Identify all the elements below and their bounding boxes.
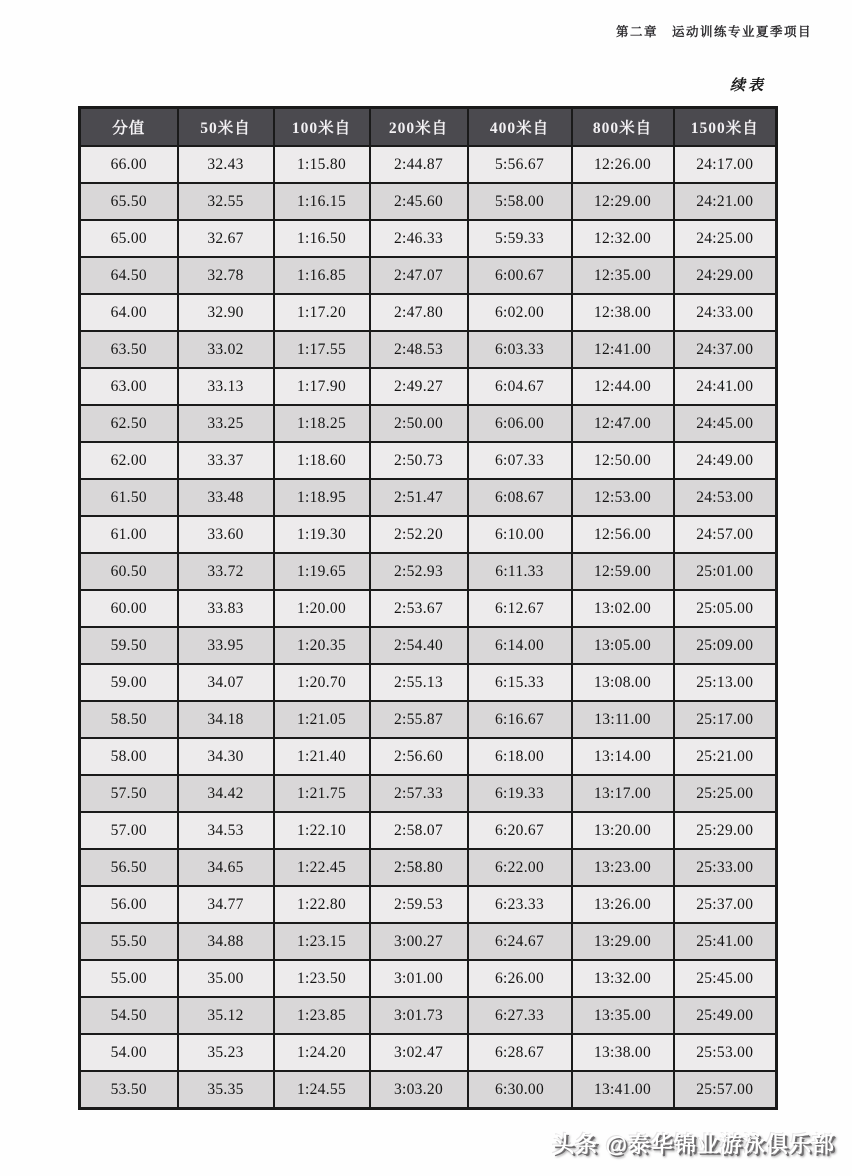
time-cell: 13:32.00 [572,960,674,997]
time-cell: 33.60 [178,516,274,553]
table-row [80,849,777,886]
time-cell: 2:46.33 [370,220,468,257]
column-header-2: 100米自 [274,108,370,147]
score-value-cell: 65.50 [80,183,178,220]
time-cell: 6:02.00 [468,294,572,331]
time-cell: 3:00.27 [370,923,468,960]
time-cell: 34.77 [178,886,274,923]
time-cell: 34.65 [178,849,274,886]
time-cell: 1:17.90 [274,368,370,405]
time-cell: 1:23.15 [274,923,370,960]
table-row [80,146,777,183]
time-cell: 6:20.67 [468,812,572,849]
time-cell: 13:05.00 [572,627,674,664]
time-cell: 1:16.15 [274,183,370,220]
swimming-score-table [78,106,778,1110]
score-value-cell: 60.50 [80,553,178,590]
table-row [80,738,777,775]
score-value-cell: 56.50 [80,849,178,886]
time-cell: 12:59.00 [572,553,674,590]
time-cell: 32.43 [178,146,274,183]
time-cell: 1:21.05 [274,701,370,738]
time-cell: 33.48 [178,479,274,516]
time-cell: 12:41.00 [572,331,674,368]
time-cell: 6:11.33 [468,553,572,590]
time-cell: 6:12.67 [468,590,572,627]
score-value-cell: 54.00 [80,1034,178,1071]
score-value-cell: 58.00 [80,738,178,775]
time-cell: 35.35 [178,1071,274,1109]
time-cell: 1:19.65 [274,553,370,590]
time-cell: 1:20.00 [274,590,370,627]
time-cell: 5:58.00 [468,183,572,220]
time-cell: 3:01.73 [370,997,468,1034]
time-cell: 12:44.00 [572,368,674,405]
score-value-cell: 64.50 [80,257,178,294]
table-header-row [80,108,777,147]
score-value-cell: 58.50 [80,701,178,738]
time-cell: 25:49.00 [674,997,777,1034]
time-cell: 1:17.20 [274,294,370,331]
time-cell: 13:11.00 [572,701,674,738]
time-cell: 34.53 [178,812,274,849]
time-cell: 1:22.80 [274,886,370,923]
table-row [80,405,777,442]
time-cell: 25:13.00 [674,664,777,701]
time-cell: 2:49.27 [370,368,468,405]
score-value-cell: 63.00 [80,368,178,405]
score-value-cell: 66.00 [80,146,178,183]
time-cell: 24:29.00 [674,257,777,294]
time-cell: 1:24.20 [274,1034,370,1071]
time-cell: 5:56.67 [468,146,572,183]
time-cell: 24:45.00 [674,405,777,442]
time-cell: 1:21.75 [274,775,370,812]
column-header-3: 200米自 [370,108,468,147]
table-row [80,812,777,849]
time-cell: 25:17.00 [674,701,777,738]
time-cell: 2:47.80 [370,294,468,331]
time-cell: 2:47.07 [370,257,468,294]
time-cell: 6:08.67 [468,479,572,516]
time-cell: 12:38.00 [572,294,674,331]
time-cell: 13:17.00 [572,775,674,812]
score-value-cell: 55.50 [80,923,178,960]
time-cell: 6:24.67 [468,923,572,960]
column-header-6: 1500米自 [674,108,777,147]
time-cell: 6:19.33 [468,775,572,812]
watermark: 头条 @泰华锦业游泳俱乐部 [552,1132,835,1157]
time-cell: 3:01.00 [370,960,468,997]
table-row [80,886,777,923]
table-row [80,590,777,627]
time-cell: 25:53.00 [674,1034,777,1071]
time-cell: 6:10.00 [468,516,572,553]
time-cell: 6:14.00 [468,627,572,664]
time-cell: 6:26.00 [468,960,572,997]
time-cell: 12:47.00 [572,405,674,442]
table-row [80,368,777,405]
time-cell: 25:41.00 [674,923,777,960]
time-cell: 1:15.80 [274,146,370,183]
time-cell: 13:02.00 [572,590,674,627]
time-cell: 12:50.00 [572,442,674,479]
time-cell: 2:45.60 [370,183,468,220]
score-value-cell: 61.00 [80,516,178,553]
time-cell: 33.72 [178,553,274,590]
time-cell: 25:05.00 [674,590,777,627]
time-cell: 6:03.33 [468,331,572,368]
time-cell: 34.07 [178,664,274,701]
time-cell: 24:41.00 [674,368,777,405]
table-row [80,442,777,479]
score-value-cell: 64.00 [80,294,178,331]
score-value-cell: 65.00 [80,220,178,257]
time-cell: 1:22.45 [274,849,370,886]
time-cell: 6:15.33 [468,664,572,701]
table-row [80,257,777,294]
time-cell: 33.95 [178,627,274,664]
time-cell: 34.42 [178,775,274,812]
time-cell: 24:17.00 [674,146,777,183]
time-cell: 3:03.20 [370,1071,468,1109]
time-cell: 6:07.33 [468,442,572,479]
time-cell: 1:20.70 [274,664,370,701]
time-cell: 2:57.33 [370,775,468,812]
time-cell: 13:38.00 [572,1034,674,1071]
time-cell: 6:27.33 [468,997,572,1034]
column-header-0: 分值 [80,108,178,147]
score-value-cell: 60.00 [80,590,178,627]
time-cell: 2:50.00 [370,405,468,442]
time-cell: 12:32.00 [572,220,674,257]
time-cell: 6:23.33 [468,886,572,923]
time-cell: 24:37.00 [674,331,777,368]
time-cell: 33.83 [178,590,274,627]
score-value-cell: 59.50 [80,627,178,664]
time-cell: 2:56.60 [370,738,468,775]
time-cell: 1:21.40 [274,738,370,775]
column-header-5: 800米自 [572,108,674,147]
time-cell: 6:18.00 [468,738,572,775]
time-cell: 25:57.00 [674,1071,777,1109]
time-cell: 24:53.00 [674,479,777,516]
continued-table-label: 续表 [729,78,766,94]
time-cell: 13:26.00 [572,886,674,923]
time-cell: 2:55.87 [370,701,468,738]
table-row [80,183,777,220]
time-cell: 2:48.53 [370,331,468,368]
score-value-cell: 56.00 [80,886,178,923]
time-cell: 6:16.67 [468,701,572,738]
time-cell: 2:55.13 [370,664,468,701]
time-cell: 25:21.00 [674,738,777,775]
time-cell: 12:29.00 [572,183,674,220]
time-cell: 12:26.00 [572,146,674,183]
time-cell: 6:04.67 [468,368,572,405]
score-value-cell: 53.50 [80,1071,178,1109]
time-cell: 1:18.95 [274,479,370,516]
table-row [80,997,777,1034]
score-value-cell: 63.50 [80,331,178,368]
column-header-1: 50米自 [178,108,274,147]
time-cell: 35.12 [178,997,274,1034]
score-value-cell: 57.50 [80,775,178,812]
time-cell: 24:49.00 [674,442,777,479]
time-cell: 2:44.87 [370,146,468,183]
time-cell: 6:06.00 [468,405,572,442]
time-cell: 1:18.60 [274,442,370,479]
time-cell: 35.00 [178,960,274,997]
time-cell: 2:58.80 [370,849,468,886]
time-cell: 2:50.73 [370,442,468,479]
table-row [80,1034,777,1071]
score-value-cell: 61.50 [80,479,178,516]
time-cell: 32.55 [178,183,274,220]
table-row [80,331,777,368]
time-cell: 2:52.93 [370,553,468,590]
time-cell: 1:23.50 [274,960,370,997]
time-cell: 33.25 [178,405,274,442]
score-value-cell: 62.00 [80,442,178,479]
column-header-4: 400米自 [468,108,572,147]
time-cell: 24:25.00 [674,220,777,257]
time-cell: 1:22.10 [274,812,370,849]
score-value-cell: 55.00 [80,960,178,997]
time-cell: 13:14.00 [572,738,674,775]
time-cell: 13:20.00 [572,812,674,849]
time-cell: 25:09.00 [674,627,777,664]
time-cell: 33.02 [178,331,274,368]
table-row [80,479,777,516]
time-cell: 2:51.47 [370,479,468,516]
time-cell: 13:35.00 [572,997,674,1034]
time-cell: 32.90 [178,294,274,331]
table-row [80,775,777,812]
time-cell: 25:37.00 [674,886,777,923]
score-value-cell: 57.00 [80,812,178,849]
time-cell: 34.88 [178,923,274,960]
time-cell: 1:23.85 [274,997,370,1034]
time-cell: 24:21.00 [674,183,777,220]
time-cell: 6:28.67 [468,1034,572,1071]
table-row [80,627,777,664]
time-cell: 12:53.00 [572,479,674,516]
time-cell: 32.67 [178,220,274,257]
score-value-cell: 62.50 [80,405,178,442]
time-cell: 6:30.00 [468,1071,572,1109]
time-cell: 12:56.00 [572,516,674,553]
time-cell: 6:00.67 [468,257,572,294]
time-cell: 13:41.00 [572,1071,674,1109]
time-cell: 35.23 [178,1034,274,1071]
score-value-cell: 59.00 [80,664,178,701]
score-value-cell: 54.50 [80,997,178,1034]
time-cell: 25:45.00 [674,960,777,997]
time-cell: 1:18.25 [274,405,370,442]
table-row [80,220,777,257]
time-cell: 6:22.00 [468,849,572,886]
table-row [80,1071,777,1109]
time-cell: 24:33.00 [674,294,777,331]
time-cell: 13:23.00 [572,849,674,886]
time-cell: 1:16.50 [274,220,370,257]
time-cell: 5:59.33 [468,220,572,257]
table-row [80,516,777,553]
table-row [80,960,777,997]
time-cell: 1:19.30 [274,516,370,553]
time-cell: 33.13 [178,368,274,405]
time-cell: 1:20.35 [274,627,370,664]
time-cell: 2:58.07 [370,812,468,849]
chapter-header: 第二章 运动训练专业夏季项目 [615,25,812,39]
time-cell: 33.37 [178,442,274,479]
time-cell: 13:08.00 [572,664,674,701]
time-cell: 2:59.53 [370,886,468,923]
time-cell: 25:25.00 [674,775,777,812]
time-cell: 12:35.00 [572,257,674,294]
time-cell: 2:54.40 [370,627,468,664]
time-cell: 3:02.47 [370,1034,468,1071]
time-cell: 2:53.67 [370,590,468,627]
table-row [80,923,777,960]
time-cell: 2:52.20 [370,516,468,553]
time-cell: 1:16.85 [274,257,370,294]
table-row [80,664,777,701]
time-cell: 34.18 [178,701,274,738]
table-row [80,701,777,738]
time-cell: 13:29.00 [572,923,674,960]
time-cell: 24:57.00 [674,516,777,553]
time-cell: 32.78 [178,257,274,294]
table-row [80,294,777,331]
time-cell: 25:29.00 [674,812,777,849]
time-cell: 34.30 [178,738,274,775]
time-cell: 25:01.00 [674,553,777,590]
time-cell: 1:17.55 [274,331,370,368]
table-row [80,553,777,590]
time-cell: 1:24.55 [274,1071,370,1109]
time-cell: 25:33.00 [674,849,777,886]
